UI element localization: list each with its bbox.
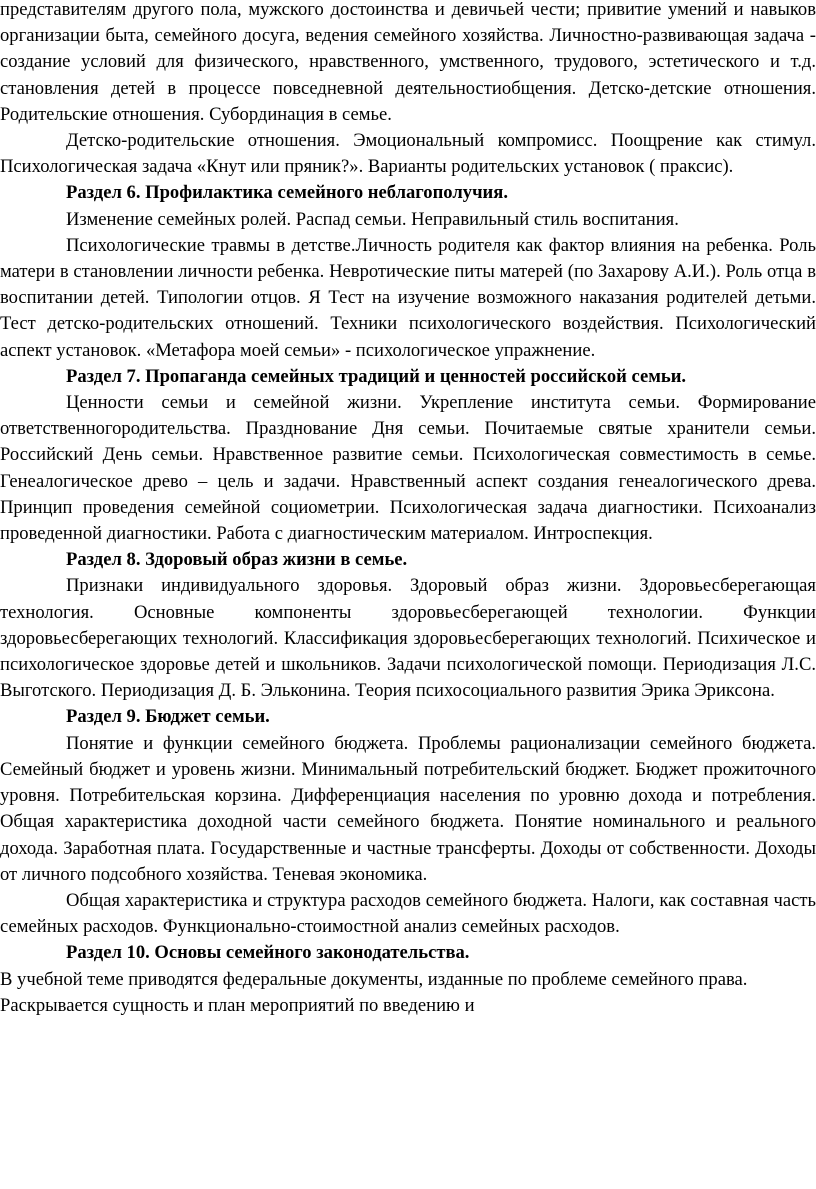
section-6-heading: Раздел 6. Профилактика семейного неблагополучия. (66, 182, 508, 204)
section-8-heading: Раздел 8. Здоровый образ жизни в семье. (66, 549, 408, 571)
paragraph-section-10-intro: В учебной теме приводятся федеральные документы, изданные по проблеме семейного права. Раскрывается сущность и план мероприятий по введению и (0, 968, 748, 1016)
paragraph-section-7-values: Ценности семьи и семейной жизни. Укрепление института семьи. Формирование ответственногородительства. Празднование Дня семьи. Почитаемые святые хранители семьи. Российский День семьи. Нравственное развитие семьи. Психологическая совместимость в семье. Генеалогическое древо – цель и задачи. Нравственный аспект создания генеалогического древа. Принцип проведения семейной социометрии. Психологическая задача диагностики. Психоанализ проведенной диагностики. Работа с диагностическим материалом. Интроспекция. (0, 392, 816, 545)
paragraph-section-6-trauma: Психологические травмы в детстве.Личность родителя как фактор влияния на ребенка. Роль матери в становлении личности ребенка. Невротические питы матерей (по Захарову А.И.). Роль отца в воспитании детей. Типологии отцов. Я Тест на изучение возможного наказания родителей детьми. Тест детско-родительских отношений. Техники психологического воздействия. Психологический аспект установок. «Метафора моей семьи» - психологическое упражнение. (0, 234, 816, 361)
section-7-heading: Раздел 7. Пропаганда семейных традиций и ценностей российской семьи. (66, 365, 687, 387)
section-10-heading: Раздел 10. Основы семейного законодательства. (66, 942, 470, 964)
paragraph-intro-continuation: представителям другого пола, мужского достоинства и девичьей чести; привитие умений и навыков организации быта, семейного досуга, ведения семейного хозяйства. Личностно-развивающая задача - создание условий для физического, нравственного, умственного, трудового, эстетического и т.д. становления детей в процессе повседневной деятельностиобщения. Детско-детские отношения. Родительские отношения. Субординация в семье. (0, 0, 816, 125)
paragraph-section-8-health: Признаки индивидуального здоровья. Здоровый образ жизни. Здоровьесберегающая технология. Основные компоненты здоровьесберегающей технологии. Функции здоровьесберегающих технологий. Классификация здоровьесберегающих технологий. Психическое и психологическое здоровье детей и школьников. Задачи психологической помощи. Периодизация Л.С. Выготского. Периодизация Д. Б. Эльконина. Теория психосоциального развития Эрика Эриксона. (0, 575, 816, 702)
paragraph-child-parent-relations: Детско-родительские отношения. Эмоциональный компромисс. Поощрение как стимул. Психологическая задача «Кнут или пряник?». Варианты родительских установок ( праксис). (0, 130, 816, 178)
section-9-heading: Раздел 9. Бюджет семьи. (66, 706, 270, 728)
paragraph-section-6-roles: Изменение семейных ролей. Распад семьи. Неправильный стиль воспитания. (66, 208, 679, 230)
paragraph-section-9-expenses: Общая характеристика и структура расходов семейного бюджета. Налоги, как составная часть семейных расходов. Функционально-стоимостной анализ семейных расходов. (0, 889, 816, 938)
paragraph-section-9-income: Понятие и функции семейного бюджета. Проблемы рационализации семейного бюджета. Семейный бюджет и уровень жизни. Минимальный потребительский бюджет. Бюджет прожиточного уровня. Потребительская корзина. Дифференциация населения по уровню дохода и потребления. Общая характеристика доходной части семейного бюджета. Понятие номинального и реального дохода. Заработная плата. Государственные и частные трансферты. Доходы от собственности. Доходы от личного подсобного хозяйства. Теневая экономика. (0, 732, 816, 885)
